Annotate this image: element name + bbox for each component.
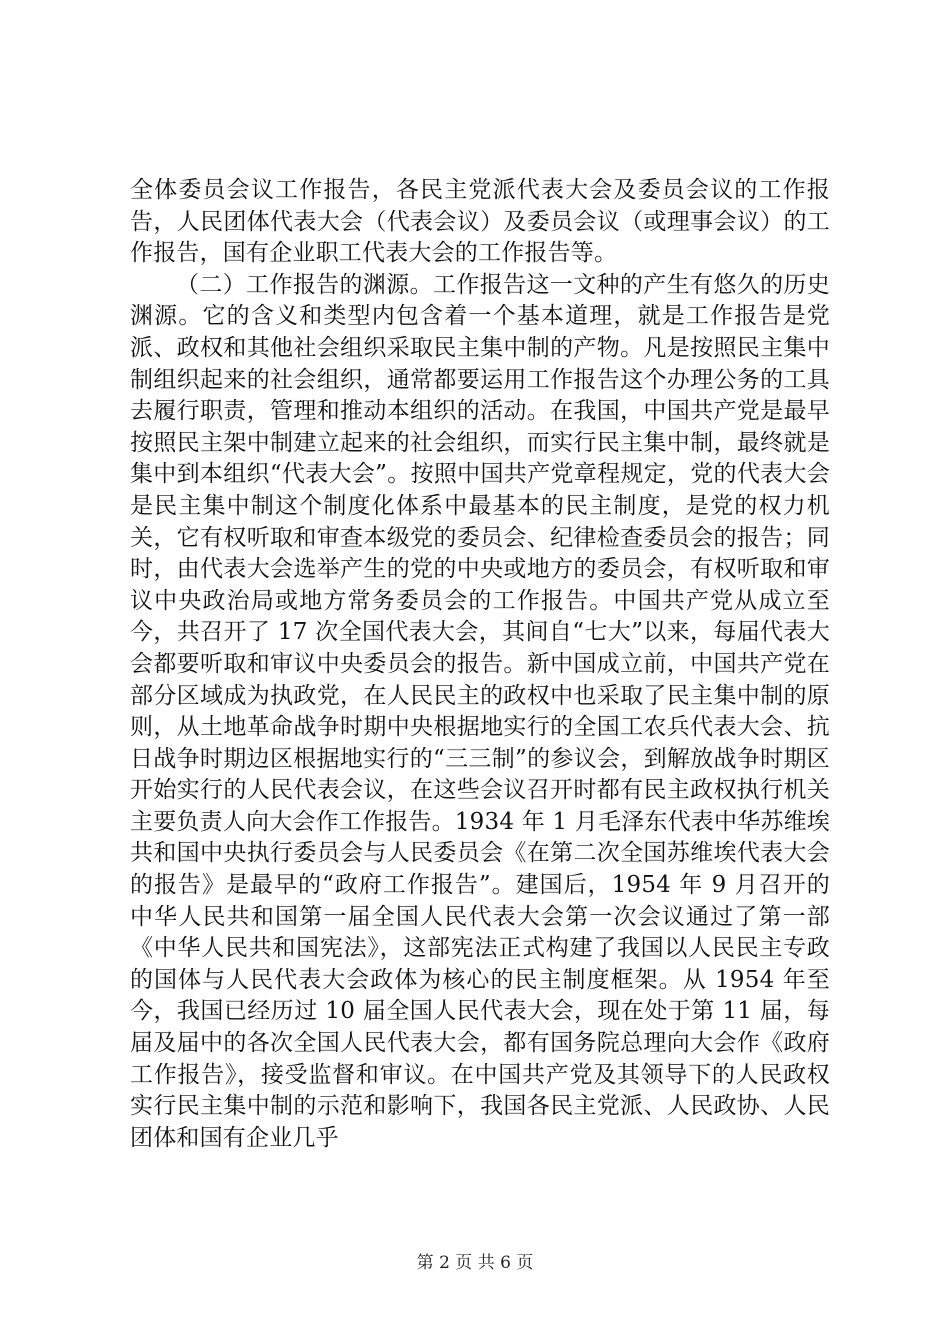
- paragraph-continuation: 全体委员会议工作报告，各民主党派代表大会及委员会议的工作报告，人民团体代表大会（代表会议）及委员会议（或理事会议）的工作报告，国有企业职工代表大会的工作报告等。: [130, 177, 830, 267]
- page-number-footer: 第 2 页 共 6 页: [416, 1253, 534, 1273]
- document-body: [130, 175, 830, 1154]
- paragraph-report-origin: （二）工作报告的渊源。工作报告这一文种的产生有悠久的历史渊源。它的含义和类型内包含着一个基本道理，就是工作报告是党派、政权和其他社会组织采取民主集中制的产物。凡是按照民主集中制组织起来的社会组织，通常都要运用工作报告这个办理公务的工具去履行职责，管理和推动本组织的活动。在我国，中国共产党是最早按照民主架中制建立起来的社会组织，而实行民主集中制，最终就是集中到本组织“代表大会”。按照中国共产党章程规定，党的代表大会是民主集中制这个制度化体系中最基本的民主制度，是党的权力机关，它有权听取和审查本级党的委员会、纪律检查委员会的报告；同时，由代表大会选举产生的党的中央或地方的委员会，有权听取和审议中央政治局或地方常务委员会的工作报告。中国共产党从成立至今，共召开了 17 次全国代表大会，其间自“七大”以来，每届代表大会都要听取和审议中央委员会的报告。新中国成立前，中国共产党在部分区域成为执政党，在人民民主的政权中也采取了民主集中制的原则，从土地革命战争时期中央根据地实行的全国工农兵代表大会、抗日战争时期边区根据地实行的“三三制”的参议会，到解放战争时期区开始实行的人民代表会议，在这些会议召开时都有民主政权执行机关主要负责人向大会作工作报告。1934 年 1 月毛泽东代表中华苏维埃共和国中央执行委员会与人民委员会《在第二次全国苏维埃代表大会的报告》是最早的“政府工作报告”。建国后，1954 年 9 月召开的中华人民共和国第一届全国人民代表大会第一次会议通过了第一部《中华人民共和国宪法》，这部宪法正式构建了我国以人民民主专政的国体与人民代表大会政体为核心的民主制度框架。从 1954 年至今，我国已经历过 10 届全国人民代表大会，现在处于第 11 届，每届及届中的各次全国人民代表大会，都有国务院总理向大会作《政府工作报告》，接受监督和审议。在中国共产党及其领导下的人民政权实行民主集中制的示范和影响下，我国各民主党派、人民政协、人民团体和国有企业几乎: [130, 271, 830, 1151]
